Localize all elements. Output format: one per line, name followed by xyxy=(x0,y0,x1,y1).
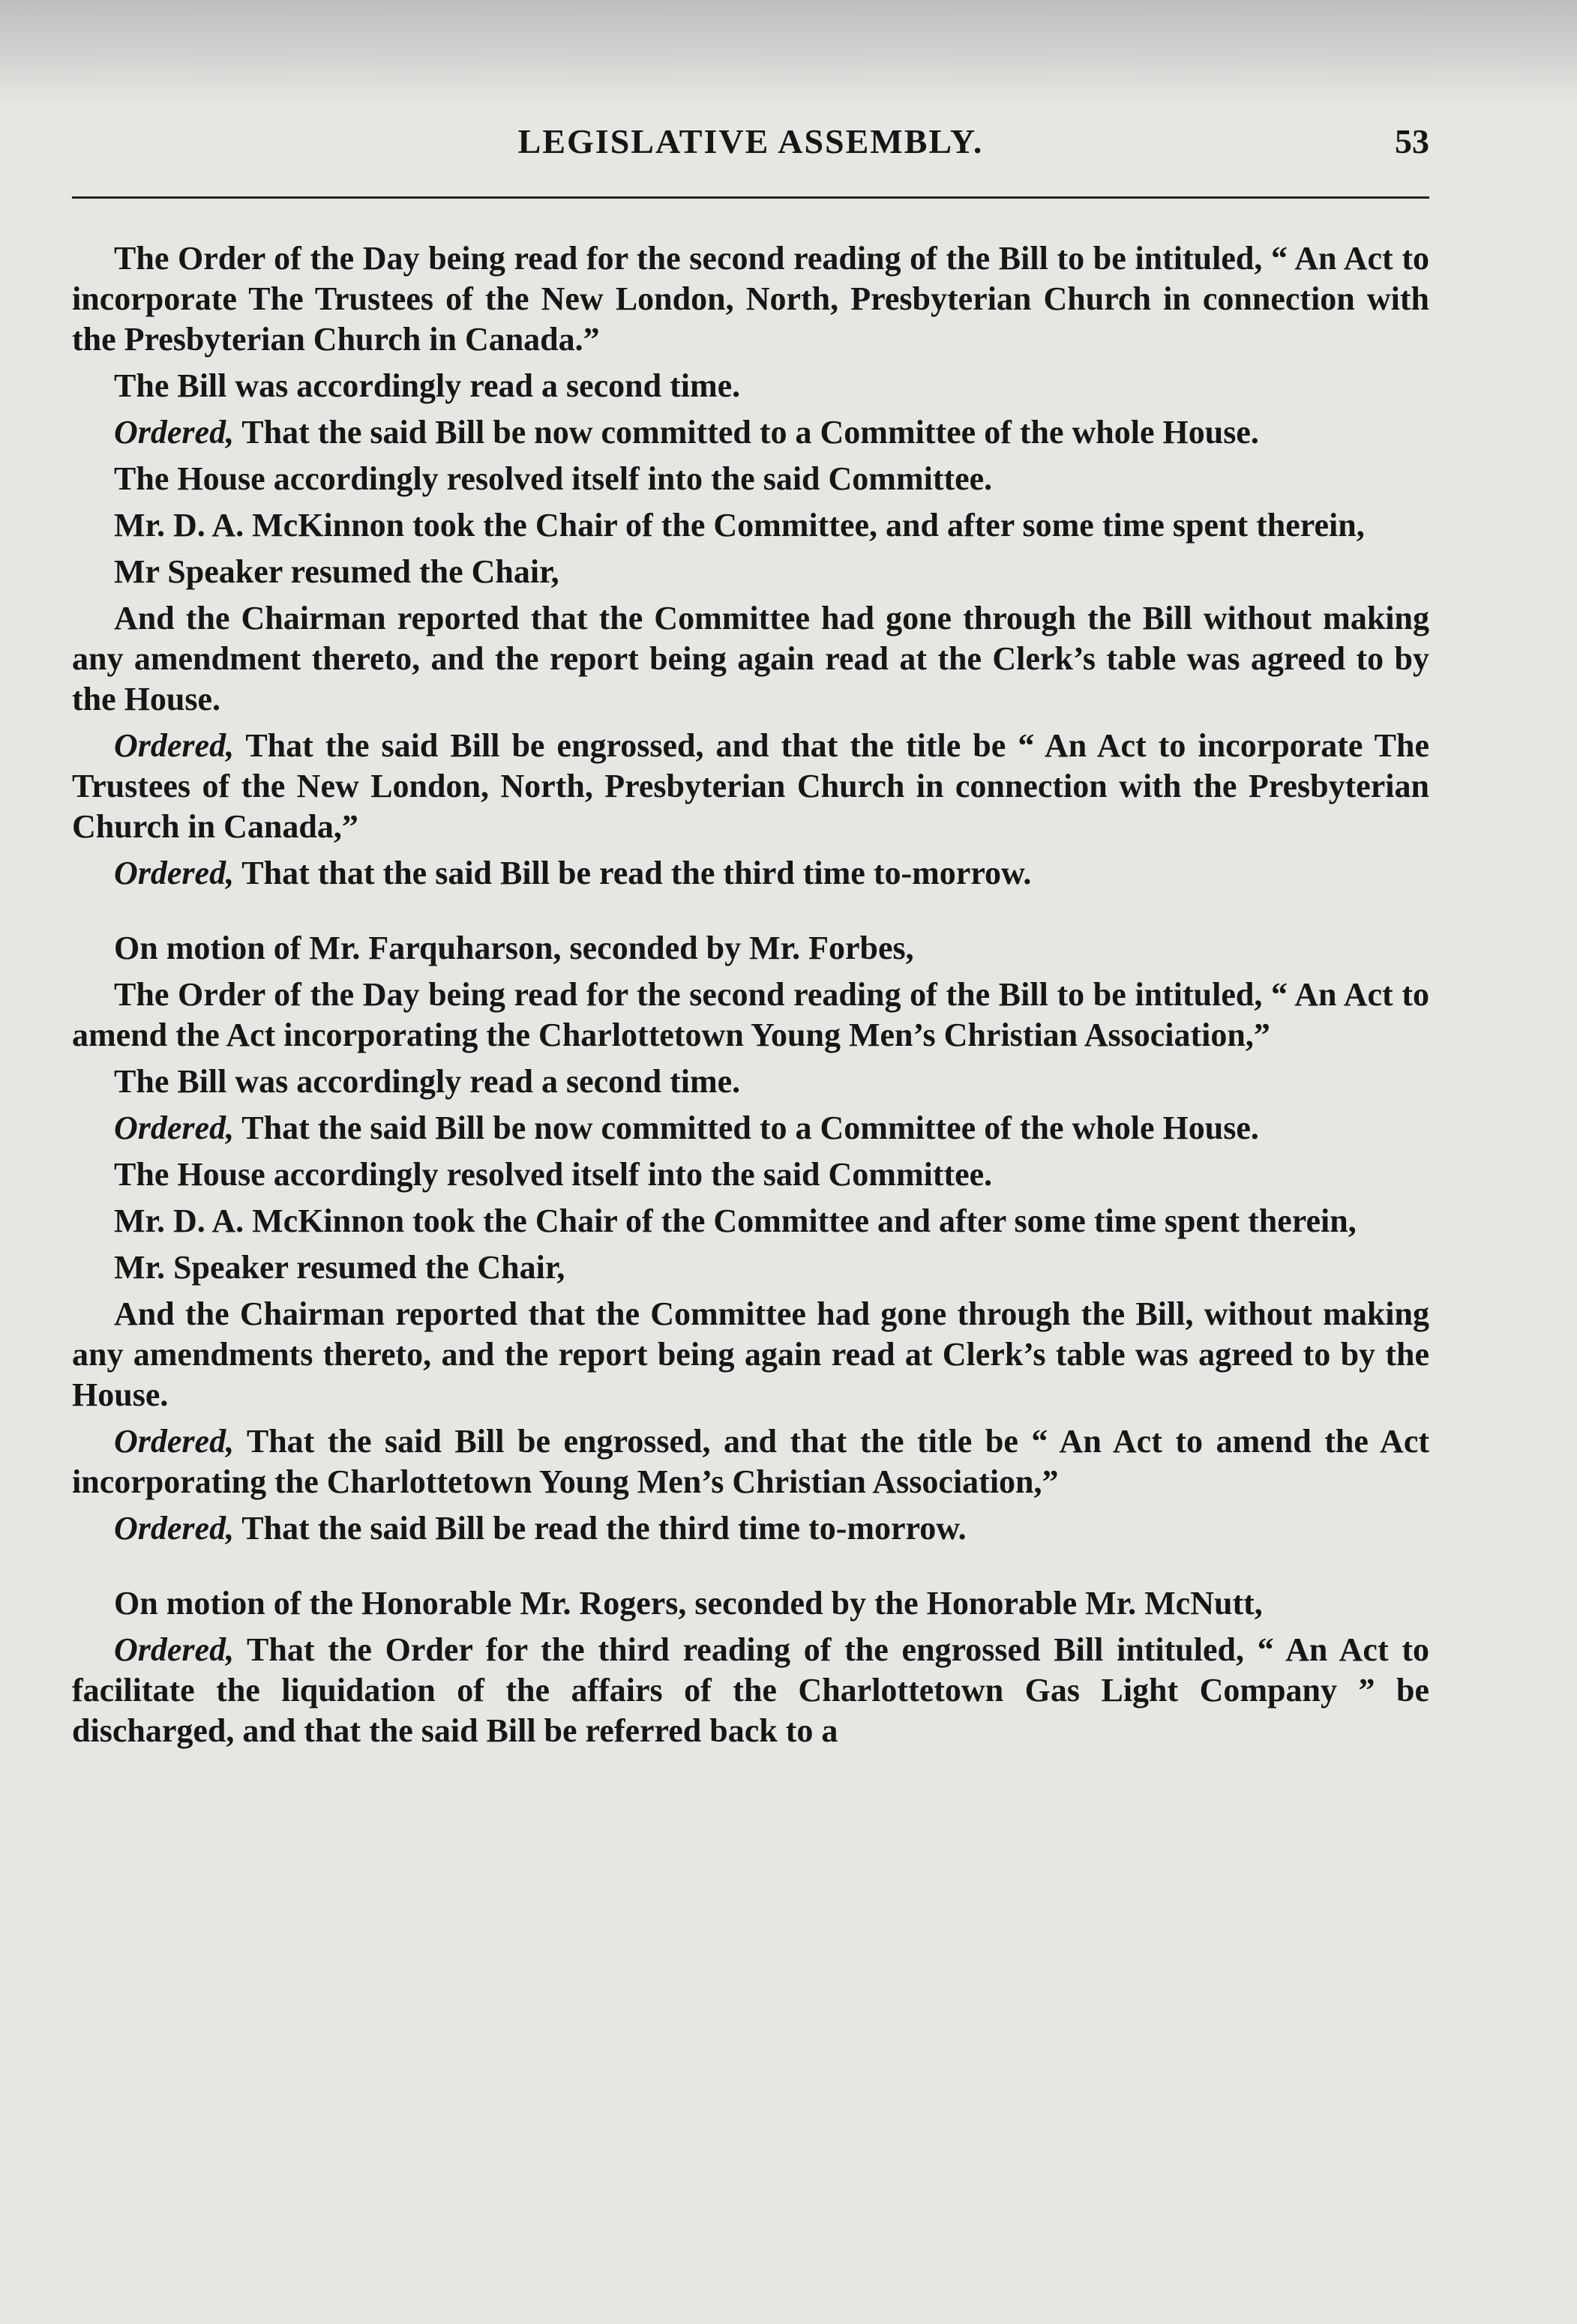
paragraph: On motion of Mr. Farquharson, seconded by Mr. Forbes, xyxy=(114,930,914,966)
paragraph: The Bill was accordingly read a second time. xyxy=(114,367,741,404)
paragraph: Mr. D. A. McKinnon took the Chair of the Committee and after some time spent therein, xyxy=(114,1202,1357,1239)
header-rule xyxy=(72,196,1429,199)
paragraph: Ordered, That the said Bill be now committed to a Committee of the whole House. xyxy=(114,1110,1259,1146)
page-header xyxy=(72,121,1429,166)
paragraph: The Bill was accordingly read a second time. xyxy=(114,1063,741,1100)
scan-shading xyxy=(0,0,1577,105)
paragraph: Ordered, That that the said Bill be read the third time to-morrow. xyxy=(114,855,1032,891)
paragraph: Ordered, That the said Bill be now committed to a Committee of the whole House. xyxy=(114,414,1259,451)
page-number: 53 xyxy=(1395,122,1429,160)
running-title: LEGISLATIVE ASSEMBLY. xyxy=(517,122,984,160)
paragraph: The House accordingly resolved itself into the said Committee. xyxy=(114,1156,993,1193)
paragraph: Ordered, That the said Bill be engrossed, and that the title be “ An Act to incorporate The Trustees of the New London, North, Presbyterian Church in connection with the Presbyterian Church in Canada,” xyxy=(72,727,1429,845)
paragraph: Ordered, That the said Bill be engrossed, and that the title be “ An Act to amend the Act incorporating the Charlottetown Young Men’s Christian Association,” xyxy=(72,1423,1429,1500)
paragraph: Mr. D. A. McKinnon took the Chair of the Committee, and after some time spent therein, xyxy=(114,507,1365,544)
paragraph: Ordered, That the Order for the third reading of the engrossed Bill intituled, “ An Act to facilitate the liquidation of the affairs of the Charlottetown Gas Light Company ” be discharged, and that the said Bill be referred back to a xyxy=(72,1631,1429,1749)
paragraph: And the Chairman reported that the Committee had gone through the Bill, without making any amendments thereto, and the report being again read at Clerk’s table was agreed to by the House. xyxy=(72,1295,1429,1413)
paragraph: And the Chairman reported that the Committee had gone through the Bill without making any amendment thereto, and the report being again read at the Clerk’s table was agreed to by the House. xyxy=(72,600,1429,717)
paragraph: The House accordingly resolved itself into the said Committee. xyxy=(114,460,993,497)
paragraph: On motion of the Honorable Mr. Rogers, seconded by the Honorable Mr. McNutt, xyxy=(114,1585,1263,1622)
paragraph: Mr. Speaker resumed the Chair, xyxy=(114,1249,565,1286)
paragraph: Mr Speaker resumed the Chair, xyxy=(114,553,559,590)
paragraph: The Order of the Day being read for the second reading of the Bill to be intituled, “ An Act to incorporate The Trustees of the New London, North, Presbyterian Church in connection with the Presbyterian Church in Canada.” xyxy=(72,240,1429,358)
paragraph: Ordered, That the said Bill be read the third time to-morrow. xyxy=(114,1510,967,1547)
paragraph: The Order of the Day being read for the second reading of the Bill to be intituled, “ An Act to amend the Act incorporating the Charlottetown Young Men’s Christian Association,” xyxy=(72,976,1429,1053)
body-text xyxy=(72,238,1429,1757)
